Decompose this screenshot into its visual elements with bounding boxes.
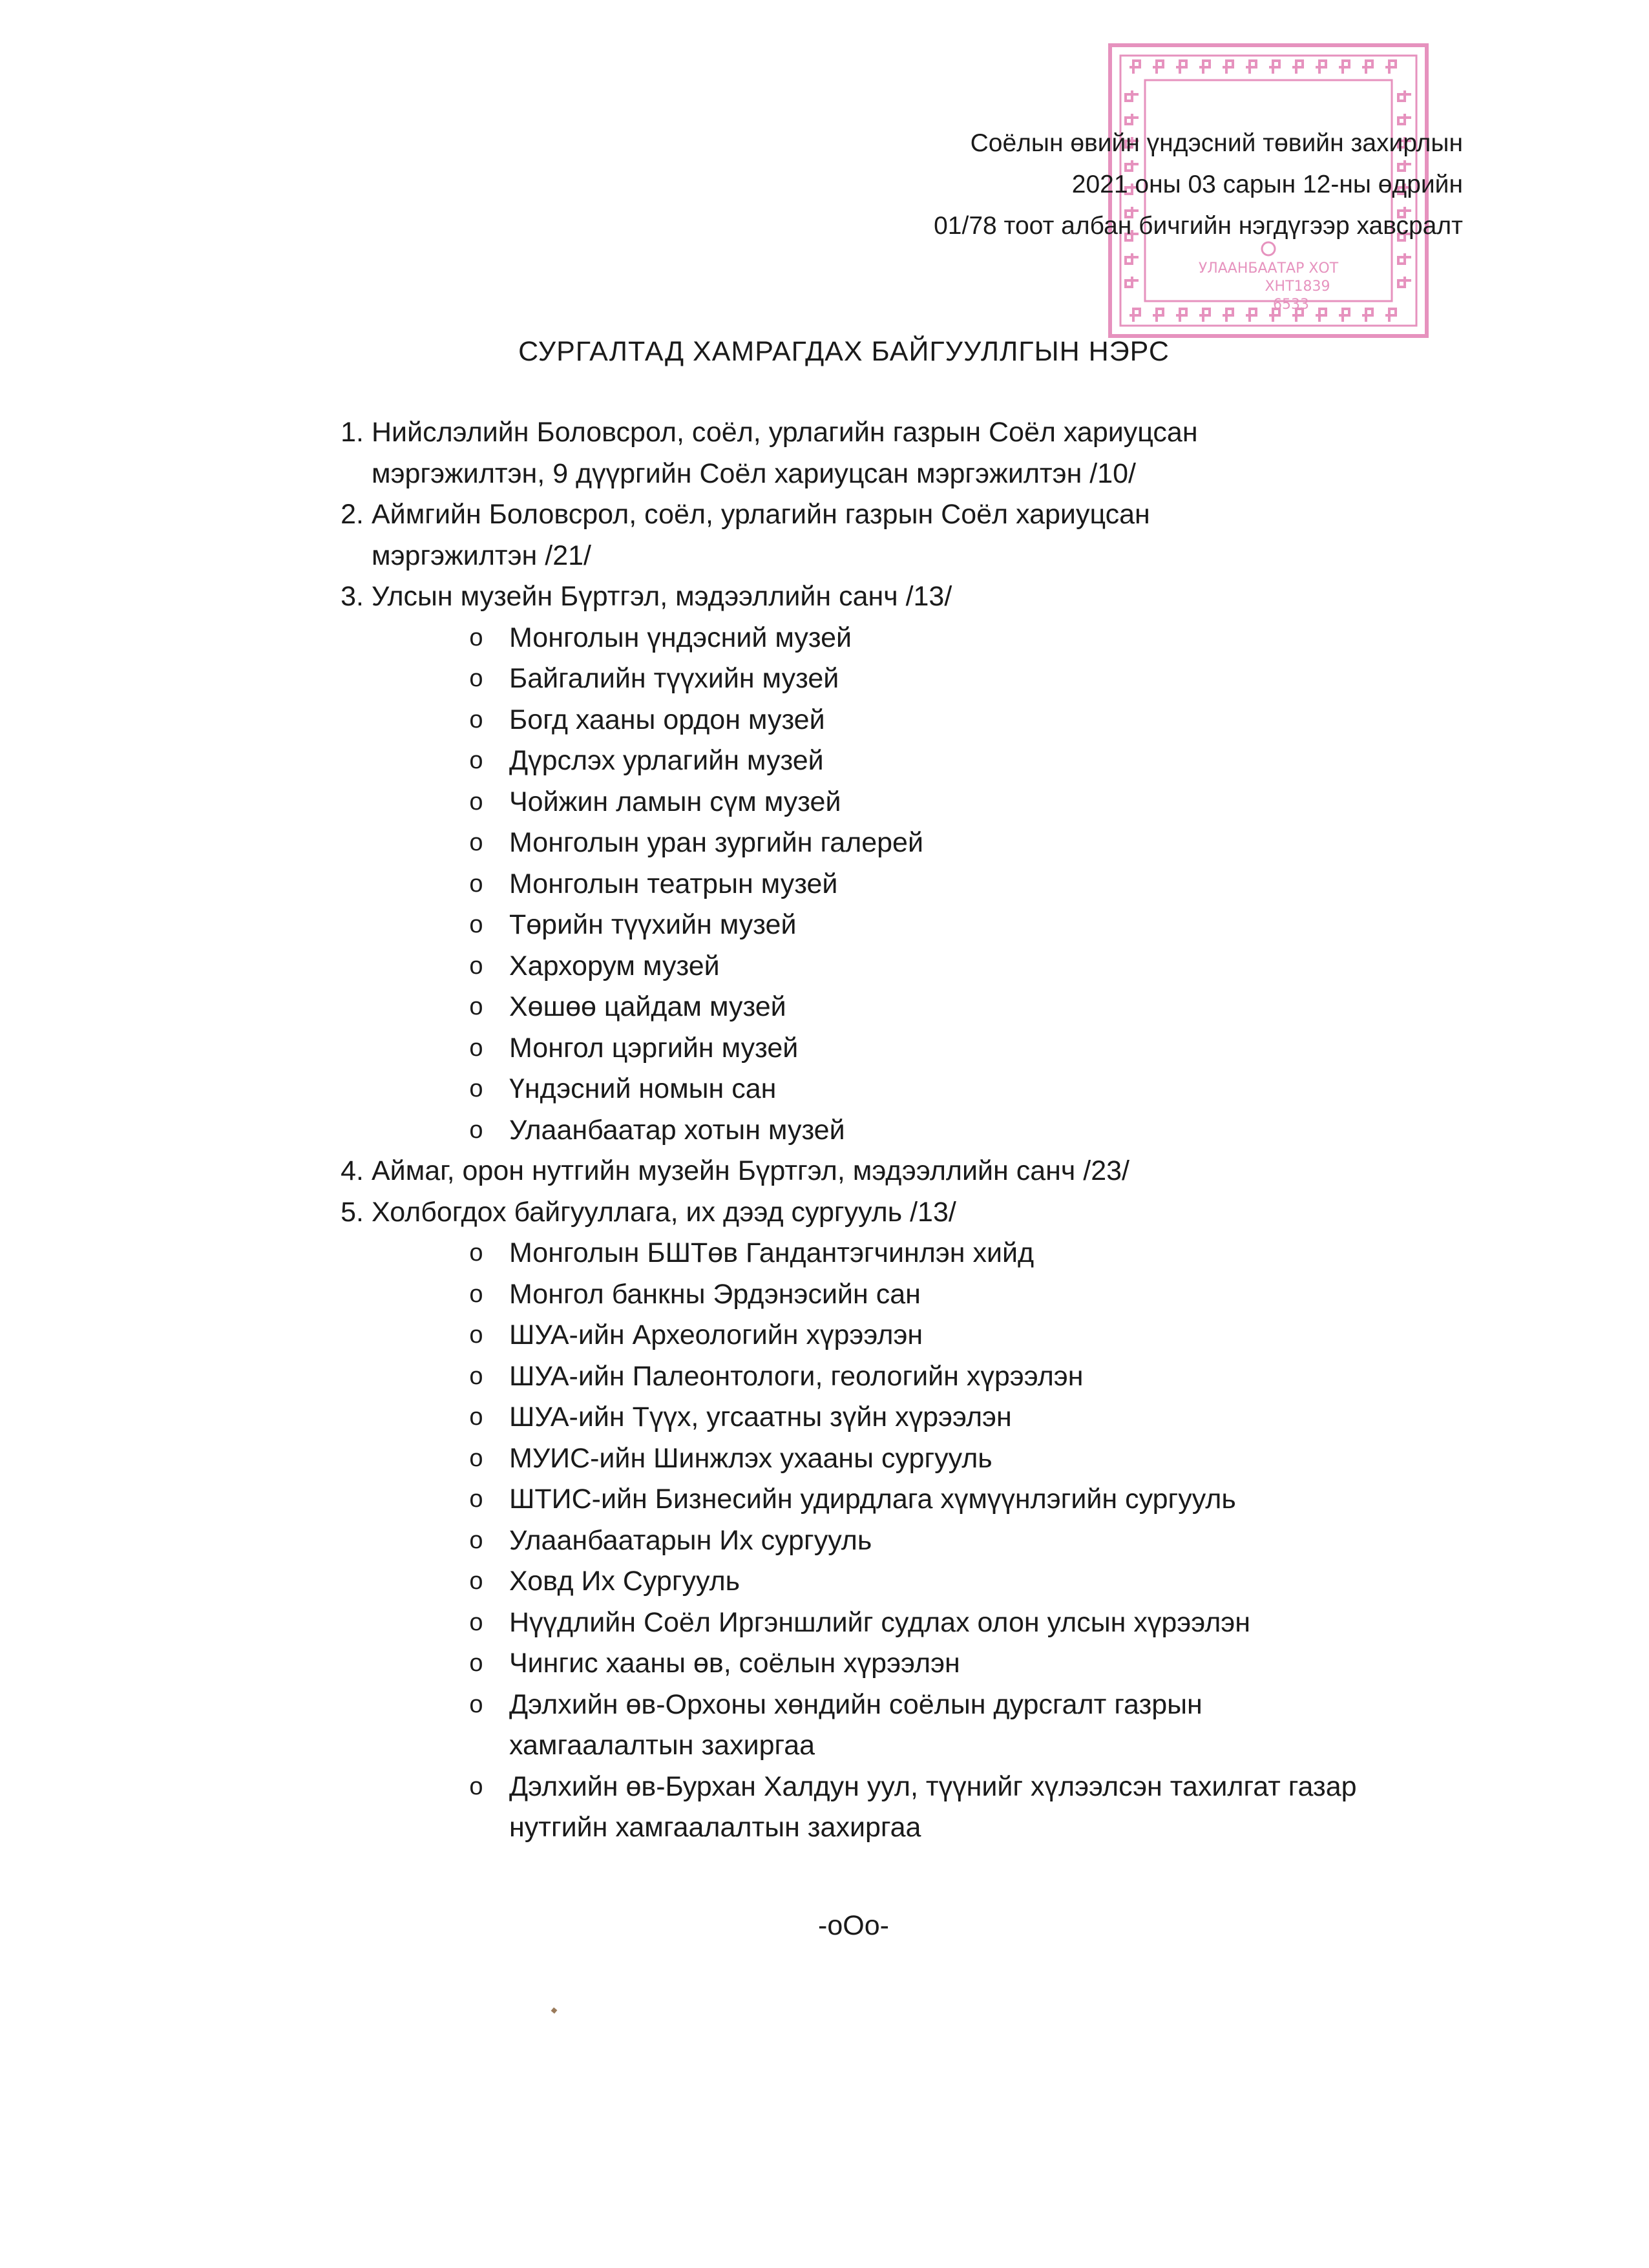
sub-item-text: Хөшөө цайдам музей (509, 991, 786, 1022)
item-text-cont: мэргэжилтэн, 9 дүүргийн Соёл хариуцсан мэргэжилтэн /10/ (372, 457, 1136, 489)
sub-item-text: Монгол банкны Эрдэнэсийн сан (509, 1278, 921, 1310)
sub-item-text: Ховд Их Сургууль (509, 1566, 740, 1597)
bullet-icon: o (469, 1280, 483, 1308)
sub-item (320, 1561, 1483, 1602)
bullet-icon: o (469, 624, 483, 651)
sub-item (320, 1274, 1483, 1316)
item-number: 2. (341, 499, 364, 530)
bullet-icon: o (469, 1526, 483, 1554)
bullet-icon: o (469, 1690, 483, 1718)
sub-item-text: Дэлхийн өв-Орхоны хөндийн соёлын дурсгалт газрын (509, 1688, 1203, 1720)
sub-item (320, 1520, 1483, 1562)
sub-item (320, 1479, 1483, 1520)
bullet-icon: o (469, 1403, 483, 1431)
sub-item-text: Улаанбаатар хотын музей (509, 1114, 845, 1146)
sub-item-text: ШУА-ийн Палеонтологи, геологийн хүрээлэн (509, 1360, 1084, 1392)
sub-item (320, 740, 1483, 782)
sub-item (320, 782, 1483, 823)
sub-item (320, 905, 1483, 946)
item-text: Аймаг, орон нутгийн музейн Бүртгэл, мэдээллийн санч /23/ (372, 1155, 1129, 1186)
item-text-cont: мэргэжилтэн /21/ (372, 540, 591, 571)
sub-item (320, 1110, 1483, 1151)
sub-item-text: Үндэсний номын сан (509, 1073, 777, 1104)
item-number: 1. (341, 417, 364, 448)
bullet-icon: o (469, 665, 483, 692)
bullet-icon: o (469, 1362, 483, 1390)
attachment-header (752, 123, 1463, 247)
end-mark: -oOo- (818, 1910, 889, 1941)
sub-item-text: МУИС-ийн Шинжлэх ухааны сургууль (509, 1442, 993, 1474)
bullet-icon: o (469, 706, 483, 733)
list-item (320, 1192, 1483, 1234)
organization-list (320, 412, 1483, 1849)
item-text: Улсын музейн Бүртгэл, мэдээллийн санч /13/ (372, 581, 952, 612)
sub-item (320, 823, 1483, 864)
sub-item-text: Монголын уран зургийн галерей (509, 827, 923, 858)
sub-item-text-cont: хамгаалалтын захиргаа (509, 1730, 815, 1761)
list-item (320, 494, 1483, 576)
item-text: Нийслэлийн Боловсрол, соёл, урлагийн газрын Соёл хариуцсан (372, 417, 1198, 448)
bullet-icon: o (469, 1608, 483, 1636)
item-text: Аймгийн Боловсрол, соёл, урлагийн газрын Соёл хариуцсан (372, 499, 1150, 530)
bullet-icon: o (469, 829, 483, 856)
bullet-icon: o (469, 993, 483, 1020)
stamp-line-3: 6533 (1273, 297, 1309, 313)
bullet-icon: o (469, 1444, 483, 1472)
bullet-icon: o (469, 1075, 483, 1102)
sub-item (320, 1602, 1483, 1644)
bullet-icon: o (469, 788, 483, 815)
list-item (320, 1151, 1483, 1192)
stamp-line-1: УЛААНБААТАР ХОТ (1198, 260, 1339, 277)
sub-item-text: Монгол цэргийн музей (509, 1032, 799, 1064)
sub-item-text: Байгалийн түүхийн музей (509, 663, 839, 694)
sub-item-text: Дүрслэх урлагийн музей (509, 745, 824, 776)
sub-item-text: Улаанбаатарын Их сургууль (509, 1524, 872, 1556)
sub-item-text: Чойжин ламын сүм музей (509, 786, 841, 817)
sub-item-text: Нүүдлийн Соёл Иргэншлийг судлах олон улсын хүрээлэн (509, 1606, 1250, 1638)
sub-item (320, 1069, 1483, 1110)
sub-item-text: Монголын үндэсний музей (509, 622, 852, 653)
sub-item (320, 1233, 1483, 1274)
sub-item (320, 946, 1483, 987)
sub-item (320, 864, 1483, 905)
sub-item (320, 1643, 1483, 1685)
sub-item-text: Монголын театрын музей (509, 868, 838, 899)
sub-item (320, 1315, 1483, 1356)
sub-item (320, 1028, 1483, 1069)
item-number: 3. (341, 581, 364, 612)
bullet-icon: o (469, 870, 483, 898)
item-text: Холбогдох байгууллага, их дээд сургууль /13/ (372, 1196, 956, 1228)
bullet-icon: o (469, 1321, 483, 1349)
sub-item (320, 700, 1483, 741)
header-line-2: 2021 оны 03 сарын 12-ны өдрийн (1071, 171, 1463, 198)
bullet-icon: o (469, 1650, 483, 1677)
sub-item-text: ШУА-ийн Археологийн хүрээлэн (509, 1319, 923, 1350)
bullet-icon: o (469, 1568, 483, 1595)
document-title: СУРГАЛТАД ХАМРАГДАХ БАЙГУУЛЛГЫН НЭРС (518, 336, 1170, 367)
sub-item-text: Төрийн түүхийн музей (509, 909, 797, 940)
sub-item-text: Монголын БШТөв Гандантэгчинлэн хийд (509, 1237, 1035, 1268)
bullet-icon: o (469, 911, 483, 938)
sub-item (320, 1767, 1483, 1849)
sub-item-text-cont: нутгийн хамгаалалтын захиргаа (509, 1812, 921, 1843)
stamp-line-2: ХНТ1839 (1265, 278, 1330, 295)
sub-item-text: ШУА-ийн Түүх, угсаатны зүйн хүрээлэн (509, 1402, 1012, 1433)
bullet-icon: o (469, 747, 483, 774)
sub-item-text: Хархорум музей (509, 950, 720, 982)
header-line-3: 01/78 тоот албан бичгийн нэгдүгээр хавсралт (934, 212, 1463, 240)
item-number: 4. (341, 1155, 364, 1186)
sub-item (320, 987, 1483, 1028)
bullet-icon: o (469, 1116, 483, 1144)
sub-item-text: ШТИС-ийн Бизнесийн удирдлага хүмүүнлэгийн сургууль (509, 1484, 1236, 1515)
list-item (320, 576, 1483, 618)
item-number: 5. (341, 1196, 364, 1228)
scan-speck (551, 2008, 558, 2014)
sub-item (320, 1356, 1483, 1398)
bullet-icon: o (469, 1034, 483, 1062)
header-line-1: Соёлын өвийн үндэсний төвийн захирлын (970, 129, 1463, 157)
sub-item-text: Богд хааны ордон музей (509, 704, 825, 735)
bullet-icon: o (469, 952, 483, 980)
sub-item (320, 618, 1483, 659)
sub-item-text: Дэлхийн өв-Бурхан Халдун уул, түүнийг хүлээлсэн тахилгат газар (509, 1770, 1357, 1802)
list-item (320, 412, 1483, 494)
sub-item (320, 1438, 1483, 1480)
sub-item (320, 1685, 1483, 1767)
bullet-icon: o (469, 1772, 483, 1800)
bullet-icon: o (469, 1486, 483, 1513)
sub-item (320, 1397, 1483, 1438)
bullet-icon: o (469, 1239, 483, 1266)
sub-item-text: Чингис хааны өв, соёлын хүрээлэн (509, 1648, 960, 1679)
sub-item (320, 658, 1483, 700)
